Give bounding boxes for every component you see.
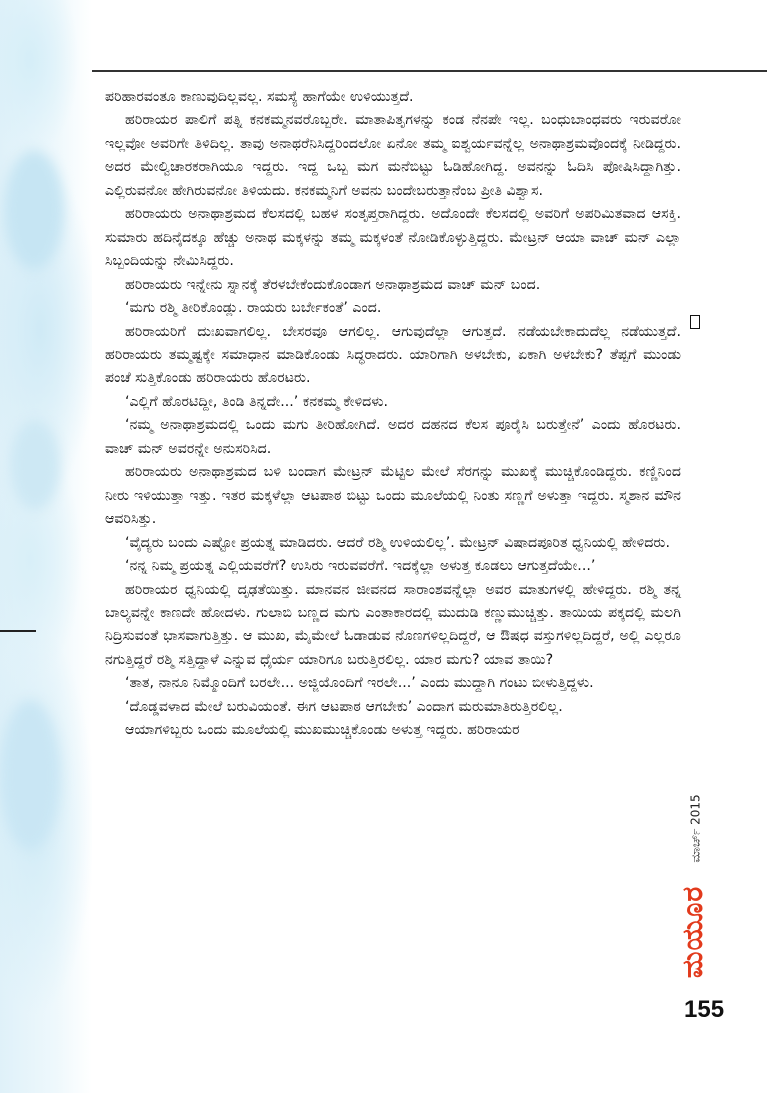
paragraph: ಹರಿರಾಯರು ಅನಾಥಾಶ್ರಮದ ಬಳಿ ಬಂದಾಗ ಮೇಟ್ರನ್ ಮೆಟ್ಟಿಲ ಮೇಲೆ ಸೆರಗನ್ನು ಮುಖಕ್ಕೆ ಮುಚ್ಚಿಕೊಂಡಿದ್ದರು. ಕಣ್ಣಿನಿಂದ ನೀರು ಇಳಿಯುತ್ತಾ ಇತ್ತು. ಇತರ ಮಕ್ಕಳೆಲ್ಲಾ ಆಟಪಾಠ ಬಿಟ್ಟು ಒಂದು ಮೂಲೆಯಲ್ಲಿ ನಿಂತು ಸಣ್ಣಗೆ ಅಳುತ್ತಾ ಇದ್ದರು. ಸ್ಮಶಾನ ಮೌನ ಆವರಿಸಿತ್ತು. (105, 464, 681, 528)
paragraph: ಹರಿರಾಯರ ಧ್ವನಿಯಲ್ಲಿ ದೃಢತೆಯಿತ್ತು. ಮಾನವನ ಜೀವನದ ಸಾರಾಂಶವನ್ನೆಲ್ಲಾ ಅವರ ಮಾತುಗಳಲ್ಲಿ ಹೇಳಿದ್ದರು. ರಶ್ಮಿ ತನ್ನ ಬಾಲ್ಯವನ್ನೇ ಕಾಣದೇ ಹೋದಳು. ಗುಲಾಬಿ ಬಣ್ಣದ ಮಗು ಎಂತಾಕಾರದಲ್ಲಿ ಮುದುಡಿ ಕಣ್ಣುಮುಚ್ಚಿತ್ತು. ತಾಯಿಯ ಪಕ್ಕದಲ್ಲಿ ಮಲಗಿ ನಿದ್ರಿಸುವಂತೆ ಭಾಸವಾಗುತ್ತಿತ್ತು. ಆ ಮುಖ, ಮೈಮೇಲೆ ಓಡಾಡುವ ನೊಣಗಳಿಲ್ಲದಿದ್ದರೆ, ಆ ಔಷಧ ವಸ್ತುಗಳಿಲ್ಲದಿದ್ದರೆ, ಅಲ್ಲಿ ಎಲ್ಲರೂ ನಗುತ್ತಿದ್ದರೆ ರಶ್ಮಿ ಸತ್ತಿದ್ದಾಳೆ ಎನ್ನುವ ಧೈರ್ಯ ಯಾರಿಗೂ ಬರುತ್ತಿರಲಿಲ್ಲ. ಯಾರ ಮಗು? ಯಾವ ತಾಯಿ? (105, 581, 681, 668)
paragraph: ಹರಿರಾಯರು ಅನಾಥಾಶ್ರಮದ ಕೆಲಸದಲ್ಲಿ ಬಹಳ ಸಂತೃಪ್ತರಾಗಿದ್ದರು. ಅದೊಂದೇ ಕೆಲಸದಲ್ಲಿ ಅವರಿಗೆ ಅಪರಿಮಿತವಾದ ಆಸಕ್ತಿ. ಸುಮಾರು ಹದಿನೈದಕ್ಕೂ ಹೆಚ್ಚು ಅನಾಥ ಮಕ್ಕಳನ್ನು ತಮ್ಮ ಮಕ್ಕಳಂತೆ ನೋಡಿಕೊಳ್ಳುತ್ತಿದ್ದರು. ಮೇಟ್ರನ್ ಆಯಾ ವಾಚ್ ಮನ್ ಎಲ್ಲಾ ಸಿಬ್ಬಂದಿಯನ್ನು ನೇಮಿಸಿದ್ದರು. (105, 206, 681, 270)
magazine-masthead (678, 868, 708, 996)
paragraph: ಹರಿರಾಯರಿಗೆ ದುಃಖವಾಗಲಿಲ್ಲ. ಬೇಸರವೂ ಆಗಲಿಲ್ಲ. ಆಗುವುದೆಲ್ಲಾ ಆಗುತ್ತದೆ. ನಡೆಯಬೇಕಾದುದೆಲ್ಲ ನಡೆಯುತ್ತದೆ. ಹರಿರಾಯರು ತಮ್ಮಷ್ಟಕ್ಕೇ ಸಮಾಧಾನ ಮಾಡಿಕೊಂಡು ಸಿದ್ಧರಾದರು. ಯಾರಿಗಾಗಿ ಅಳಬೇಕು, ಏಕಾಗಿ ಅಳಬೇಕು? ತೆಪ್ಪಗೆ ಮುಂಡು ಪಂಚೆ ಸುತ್ತಿಕೊಂಡು ಹರಿರಾಯರು ಹೊರಟರು. (105, 323, 681, 387)
issue-date (688, 790, 704, 866)
paragraph: ಹರಿರಾಯರ ಪಾಲಿಗೆ ಪತ್ನಿ ಕನಕಮ್ಮನವರೊಬ್ಬರೇ. ಮಾತಾಪಿತೃಗಳನ್ನು ಕಂಡ ನೆನಪೇ ಇಲ್ಲ. ಬಂಧುಬಾಂಧವರು ಇರುವರೋ ಇಲ್ಲವೋ ಅವರಿಗೇ ತಿಳಿದಿಲ್ಲ. ತಾವು ಅನಾಥರೆನಿಸಿದ್ದರಿಂದಲೋ ಏನೋ ತಮ್ಮ ಐಶ್ವರ್ಯವನ್ನೆಲ್ಲ ಅನಾಥಾಶ್ರಮವೊಂದಕ್ಕೆ ನೀಡಿದ್ದರು. ಅದರ ಮೇಲ್ವಿಚಾರಕರಾಗಿಯೂ ಇದ್ದರು. ಇದ್ದ ಒಬ್ಬ ಮಗ ಮನೆಬಿಟ್ಟು ಓಡಿಹೋಗಿದ್ದ. ಅವನನ್ನು ಓದಿಸಿ ಪೋಷಿಸಿದ್ದಾಗಿತ್ತು. ಎಲ್ಲಿರುವನೋ ಹೇಗಿರುವನೋ ತಿಳಿಯದು. ಕನಕಮ್ಮನಿಗೆ ಅವನು ಬಂದೇಬರುತ್ತಾನೆಂಬ ಪ್ರೀತಿ ವಿಶ್ವಾಸ. (105, 112, 681, 199)
wash-blob (4, 150, 64, 270)
paragraph: ಆಯಾಗಳಿಬ್ಬರು ಒಂದು ಮೂಲೆಯಲ್ಲಿ ಮುಖಮುಚ್ಚಿಕೊಂಡು ಅಳುತ್ತ ಇದ್ದರು. ಹರಿರಾಯರ (125, 722, 520, 739)
article-body (105, 86, 681, 743)
magazine-name: ಮಯೂರ (676, 885, 710, 979)
missing-glyph-box-icon (690, 315, 700, 329)
header-rule (92, 70, 767, 72)
paragraph: ‘ತಾತ, ನಾನೂ ನಿಮ್ಮೊಂದಿಗೆ ಬರಲೇ... ಅಜ್ಜಿಯೊಂದಿಗೆ ಇರಲೇ...’ ಎಂದು ಮುದ್ದಾಗಿ ಗಂಟು ಬೀಳುತ್ತಿದ್ದಳು. (125, 675, 594, 692)
wash-blob (10, 420, 60, 510)
paragraph: ಹರಿರಾಯರು ಇನ್ನೇನು ಸ್ನಾನಕ್ಕೆ ತೆರಳಬೇಕೆಂದುಕೊಂಡಾಗ ಅನಾಥಾಶ್ರಮದ ವಾಚ್ ಮನ್ ಬಂದ. (125, 276, 541, 293)
paragraph: ‘ಮಗು ರಶ್ಮಿ ತೀರಿಕೊಂಡ್ಲು. ರಾಯರು ಬರ್ಬೇಕಂತೆ’ ಎಂದ. (125, 300, 382, 317)
paragraph: ‘ನಮ್ಮ ಅನಾಥಾಶ್ರಮದಲ್ಲಿ ಒಂದು ಮಗು ತೀರಿಹೋಗಿದೆ. ಅದರ ದಹನದ ಕೆಲಸ ಪೂರೈಸಿ ಬರುತ್ತೇನೆ’ ಎಂದು ಹೊರಟರು. ವಾಚ್ ಮನ್ ಅವರನ್ನೇ ಅನುಸರಿಸಿದ. (105, 417, 681, 457)
paragraph: ‘ಎಲ್ಲಿಗೆ ಹೊರಟಿದ್ದೀ, ತಿಂಡಿ ತಿನ್ನದೇ...’ ಕನಕಮ್ಮ ಕೇಳಿದಳು. (125, 393, 389, 410)
paragraph: ‘ವೈದ್ಯರು ಬಂದು ಎಷ್ಟೋ ಪ್ರಯತ್ನ ಮಾಡಿದರು. ಆದರೆ ರಶ್ಮಿ ಉಳಿಯಲಿಲ್ಲ’. ಮೇಟ್ರನ್ ವಿಷಾದಪೂರಿತ ಧ್ವನಿಯಲ್ಲಿ ಹೇಳಿದರು. (125, 534, 670, 551)
issue-date-text: ಮಾರ್ಚ್ 2015 (688, 793, 703, 863)
paragraph: ಪರಿಹಾರವಂತೂ ಕಾಣುವುದಿಲ್ಲವಲ್ಲ. ಸಮಸ್ಯೆ ಹಾಗೆಯೇ ಉಳಿಯುತ್ತದೆ. (105, 89, 414, 105)
page-number: 155 (684, 996, 725, 1023)
wash-blob (0, 700, 60, 850)
margin-mark (0, 630, 36, 632)
watercolor-side-wash (0, 0, 92, 1093)
paragraph: ‘ನನ್ನ ನಿಮ್ಮ ಪ್ರಯತ್ನ ಎಲ್ಲಿಯವರೆಗೆ? ಉಸಿರು ಇರುವವರೆಗೆ. ಇದಕ್ಕೆಲ್ಲಾ ಅಳುತ್ತ ಕೂಡಲು ಆಗುತ್ತದೆಯೇ...’ (125, 558, 596, 575)
paragraph: ‘ದೊಡ್ಡವಳಾದ ಮೇಲೆ ಬರುವಿಯಂತೆ. ಈಗ ಆಟಪಾಠ ಆಗಬೇಕು’ ಎಂದಾಗ ಮರುಮಾತಿರುತ್ತಿರಲಿಲ್ಲ. (125, 698, 563, 715)
